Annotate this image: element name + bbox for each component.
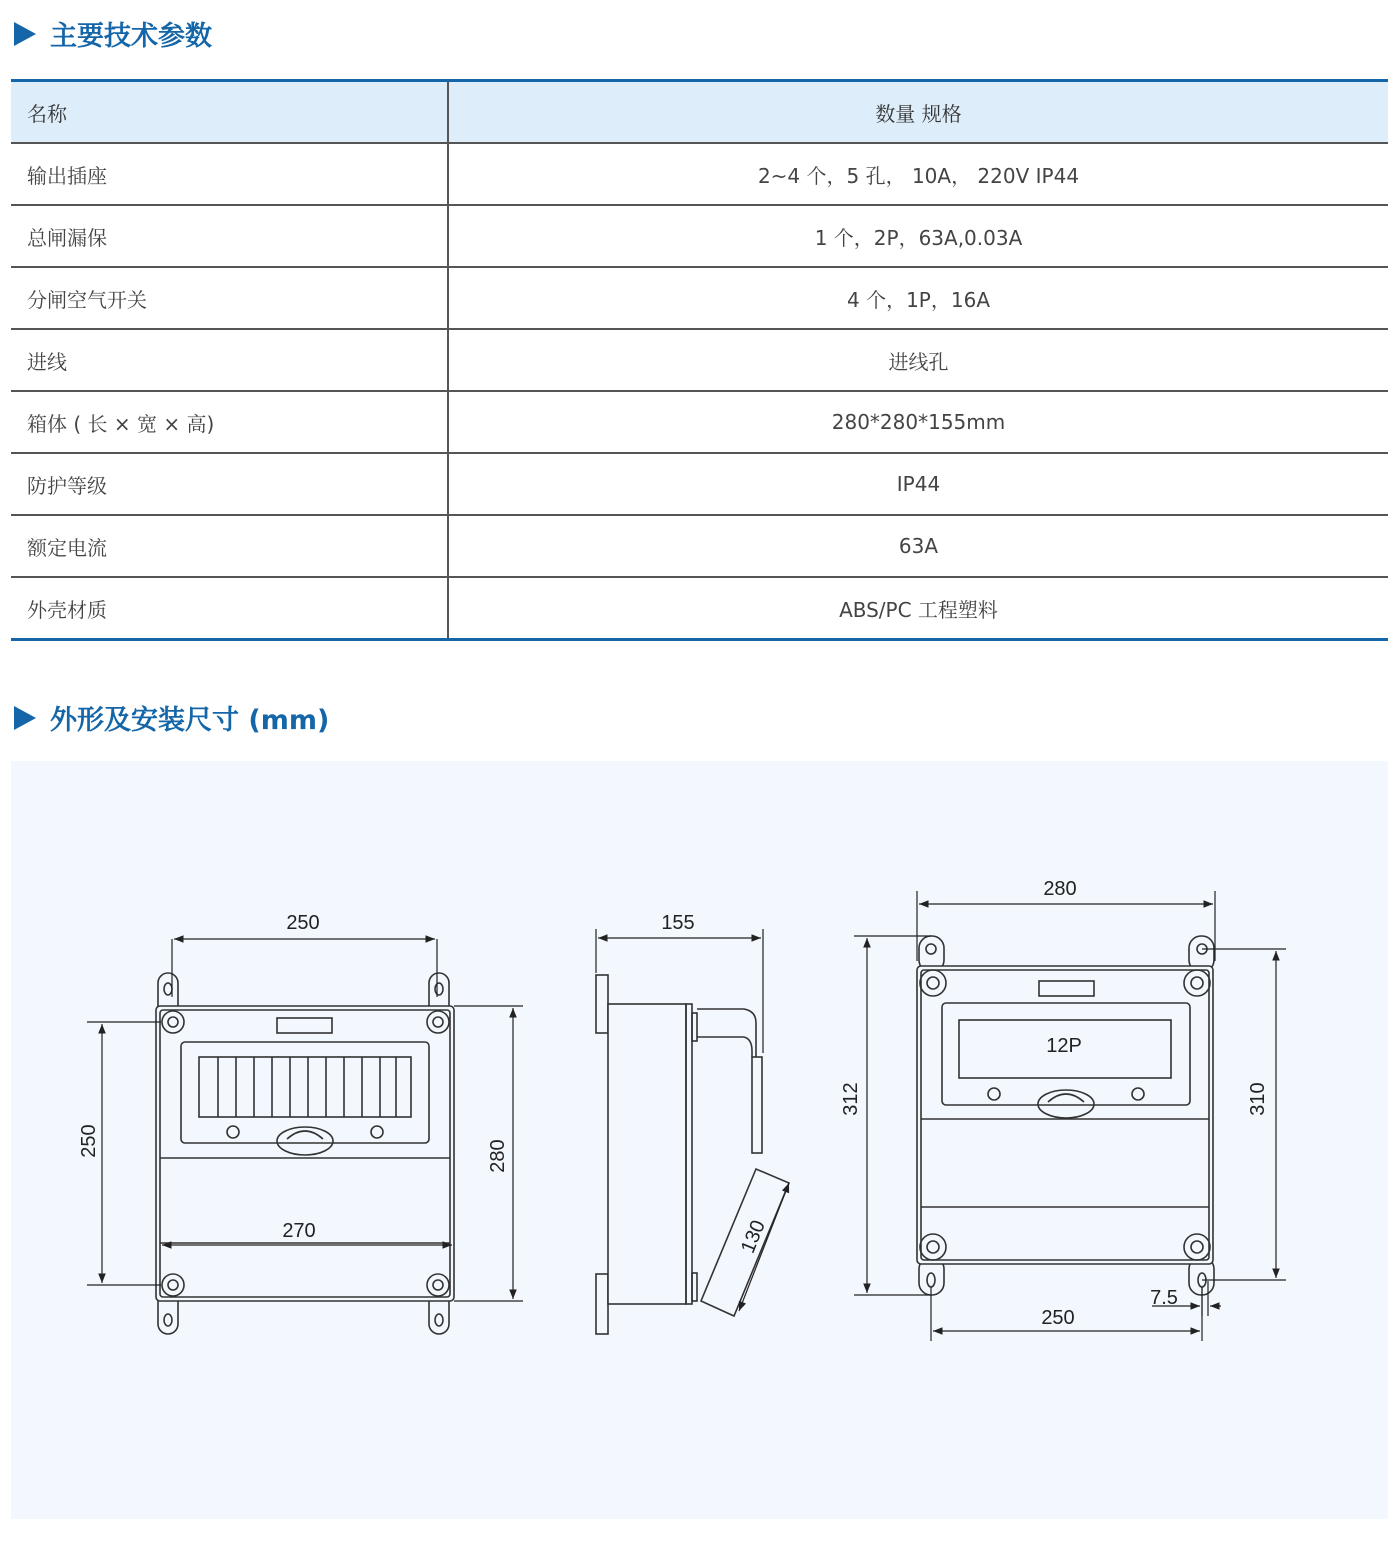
header-name: 名称	[11, 81, 448, 144]
row-value: 280*280*155mm	[448, 391, 1388, 453]
row-value: IP44	[448, 453, 1388, 515]
back-left-height-label: 312	[840, 1082, 862, 1116]
row-name: 箱体 ( 长 × 宽 × 高)	[11, 391, 448, 453]
row-name: 防护等级	[11, 453, 448, 515]
row-name: 总闸漏保	[11, 205, 448, 267]
row-name: 外壳材质	[11, 577, 448, 640]
row-name: 额定电流	[11, 515, 448, 577]
triangle-icon	[14, 22, 36, 46]
side-view	[596, 975, 789, 1334]
table-row	[11, 329, 1388, 391]
table-row	[11, 143, 1388, 205]
row-name: 分闸空气开关	[11, 267, 448, 329]
row-value: 1 个，2P，63A,0.03A	[448, 205, 1388, 267]
side-depth-label: 155	[661, 912, 695, 934]
table-row	[11, 515, 1388, 577]
front-inner-width-label: 270	[282, 1220, 316, 1242]
front-right-height-label: 280	[487, 1139, 509, 1173]
dimension-drawing-svg	[11, 761, 1388, 1519]
dimension-drawing	[11, 761, 1388, 1519]
table-header-row	[11, 81, 1388, 144]
table-row	[11, 391, 1388, 453]
row-value: 63A	[448, 515, 1388, 577]
front-top-width-label: 250	[286, 912, 320, 934]
table-row	[11, 577, 1388, 640]
section-title-text: 外形及安装尺寸 (mm)	[50, 705, 330, 736]
section-title-dimensions	[14, 698, 329, 737]
row-name: 输出插座	[11, 143, 448, 205]
back-circuit-label: 12P	[1046, 1035, 1082, 1057]
side-door-label: 130	[736, 1217, 770, 1257]
row-value: ABS/PC 工程塑料	[448, 577, 1388, 640]
table-row	[11, 453, 1388, 515]
back-right-height-label: 310	[1247, 1082, 1269, 1116]
row-name: 进线	[11, 329, 448, 391]
table-row	[11, 267, 1388, 329]
front-left-height-label: 250	[78, 1124, 100, 1158]
back-offset-label: 7.5	[1150, 1287, 1178, 1309]
back-bottom-width-label: 250	[1041, 1307, 1075, 1329]
header-spec: 数量 规格	[448, 81, 1388, 144]
triangle-icon	[14, 706, 36, 730]
front-view	[156, 973, 454, 1334]
table-row	[11, 205, 1388, 267]
back-top-width-label: 280	[1043, 878, 1077, 900]
back-view	[917, 936, 1214, 1295]
spec-table	[11, 79, 1388, 641]
section-title-specs	[14, 14, 212, 53]
row-value: 进线孔	[448, 329, 1388, 391]
row-value: 4 个，1P，16A	[448, 267, 1388, 329]
row-value: 2~4 个，5 孔， 10A， 220V IP44	[448, 143, 1388, 205]
section-title-text: 主要技术参数	[50, 21, 212, 52]
